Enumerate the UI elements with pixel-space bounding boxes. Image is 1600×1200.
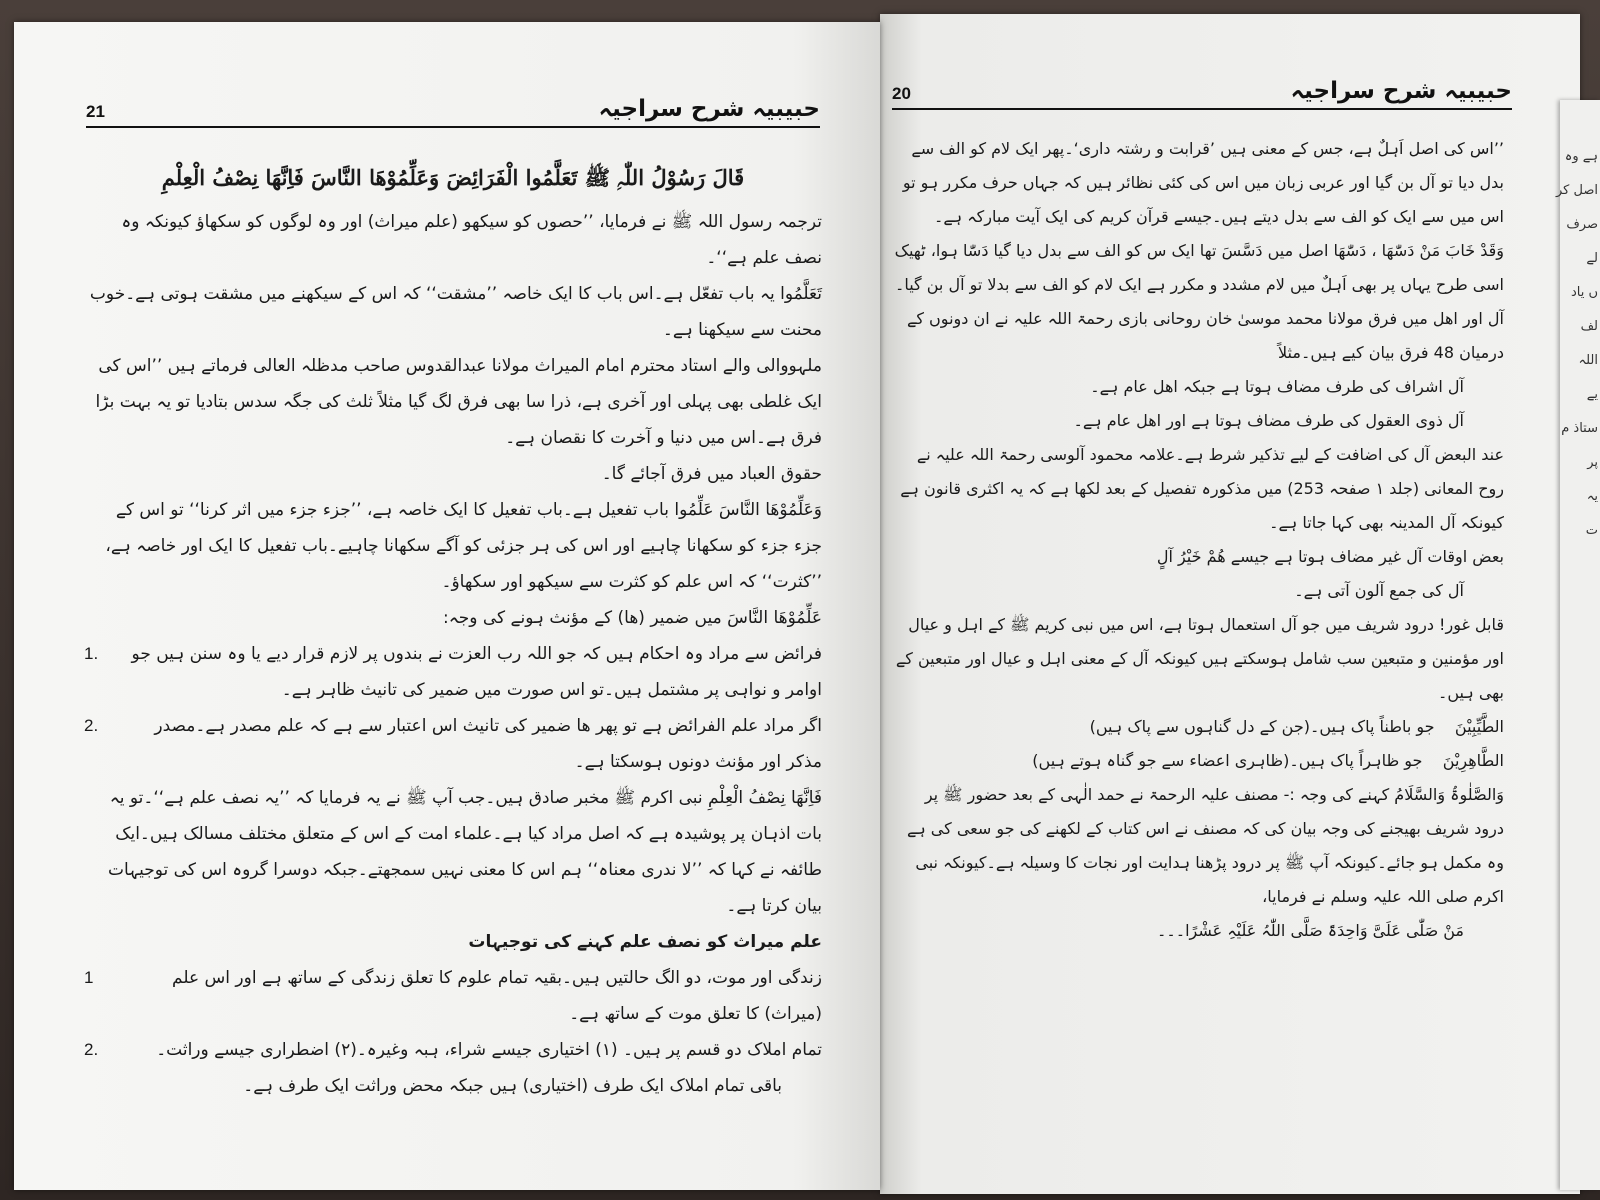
paragraph: بعض اوقات آل غیر مضاف ہوتا ہے جیسے ھُمْ خَیْرُ آلٍ — [1156, 547, 1504, 566]
section-subheading: علم میراث کو نصف علم کہنے کی توجیہات — [468, 932, 822, 952]
paragraph: باقی تمام املاک ایک طرف (اختیاری) ہیں جبکہ محض وراثت ایک طرف ہے۔ — [243, 1076, 782, 1096]
edge-line: یہ — [1586, 489, 1598, 504]
page-header — [86, 96, 820, 128]
hadith-heading: قَالَ رَسُوْلُ اللّٰہِ ﷺ تَعَلَّمُوا الْفَرَائِضَ وَعَلِّمُوْھَا النَّاسَ فَاِنَّھَا نِصْفُ الْعِلْمِ — [161, 165, 745, 190]
edge-line: ستاذ م — [1561, 421, 1598, 436]
numbered-item — [84, 1032, 822, 1068]
paragraph: وَقَدْ خَابَ مَنْ دَسّٰھَا ، دَسّٰھَا اصل میں دَسَّسَ تھا ایک س کو الف سے بدل دیا گیا دَسّٰا ہوا، ٹھیک اسی طرح یہاں پر بھی اَہلٌ میں لام مشدد و مکرر ہے ایک لام کو الف سے بدلا تو آل بن گیا۔ — [894, 241, 1504, 294]
paragraph: وَالصَّلٰوۃُ وَالسَّلَامُ کہنے کی وجہ :- مصنف علیہ الرحمۃ نے حمد الٰہی کے بعد حضور ﷺ پر درود شریف بھیجنے کی وجہ بیان کی کہ مصنف نے اس کتاب کے لکھنے کی جو سعی کی ہے وہ مکمل ہو جائے۔کیونکہ آپ ﷺ پر درود پڑھنا ہدایت اور نجات کا وسیلہ ہے۔کیونکہ نبی اکرم صلی اللہ علیہ وسلم نے فرمایا، — [906, 785, 1504, 906]
edge-line: ت — [1585, 523, 1598, 538]
translation: ترجمہ رسول اللہ ﷺ نے فرمایا، ’’حصوں کو سیکھو (علم میراث) اور وہ لوگوں کو سکھاؤ کیونکہ وہ نصف علم ہے‘‘۔ — [121, 212, 822, 268]
definition-row — [892, 744, 1504, 778]
edge-line: صرف — [1566, 217, 1598, 232]
page-21 — [14, 22, 880, 1190]
edge-line: ہے وہ — [1564, 149, 1598, 164]
running-title: حبیبیہ شرح سراجیہ — [598, 96, 820, 122]
edge-text — [1556, 140, 1598, 548]
paragraph: ’’اس کی اصل اَہلٌ ہے، جس کے معنی ہیں ’قرابت و رشتہ داری‘۔پھر ایک لام کو الف سے بدل دیا تو آل بن گیا اور عربی زبان میں اس کی کئی نظائر ہیں کہ جہاں حرف مکرر ہو تو اس میں سے ایک کو الف سے بدل دیتے ہیں۔جیسے قرآن کریم کی ایک آیت مبارکہ ہے۔ — [902, 139, 1504, 226]
page-header — [892, 78, 1512, 110]
paragraph: آل اور اھل میں فرق مولانا محمد موسیٰ خان روحانی بازی رحمۃ اللہ علیہ نے ان دونوں کے درمیان 48 فرق بیان کیے ہیں۔مثلاً — [906, 309, 1504, 362]
term-label: الطَّیِّبِیْنَ — [1454, 717, 1504, 736]
item-number: 2. — [84, 716, 99, 735]
edge-line: اصل کر — [1556, 183, 1598, 198]
item-text: اگر مراد علم الفرائض ہے تو پھر ھا ضمیر کی تانیث اس اعتبار سے ہے کہ علم مصدر ہے۔مصدر مذکر اور مؤنث دونوں ہوسکتا ہے۔ — [154, 716, 822, 772]
numbered-item — [84, 636, 822, 708]
page-20 — [880, 14, 1580, 1194]
numbered-item — [84, 960, 822, 1032]
edge-line: اللہ — [1578, 353, 1598, 368]
paragraph: حقوق العباد میں فرق آجائے گا۔ — [601, 464, 822, 484]
paragraph: آل کی جمع آلون آتی ہے۔ — [1294, 581, 1464, 600]
section-subheading: عَلِّمُوْھَا النَّاسَ میں ضمیر (ھا) کے مؤنث ہونے کی وجہ: — [443, 608, 822, 628]
item-text: تمام املاک دو قسم پر ہیں۔ (۱) اختیاری جیسے شراء، ہبہ وغیرہ۔(۲) اضطراری جیسے وراثت۔ — [156, 1040, 822, 1060]
page-number: 20 — [892, 84, 911, 103]
page-body — [84, 152, 822, 1104]
edge-line: ں یاد — [1570, 285, 1598, 300]
item-number: 1 — [84, 968, 94, 987]
edge-line: پر — [1587, 455, 1598, 470]
running-title: حبیبیہ شرح سراجیہ — [1290, 78, 1512, 104]
term-definition: جو ظاہراً پاک ہیں۔(ظاہری اعضاء سے جو گناہ ہوتے ہیں) — [1032, 751, 1423, 770]
list-item: آل ذوی العقول کی طرف مضاف ہوتا ہے اور اھل عام ہے۔ — [1073, 411, 1464, 430]
edge-line: یے — [1586, 387, 1598, 402]
edge-line: لے — [1586, 251, 1598, 266]
term-definition: جو باطناً پاک ہیں۔(جن کے دل گناہوں سے پاک ہیں) — [1089, 717, 1435, 736]
paragraph: وَعَلِّمُوْھَا النَّاسَ عَلِّمُوا باب تفعیل ہے۔باب تفعیل کا ایک خاصہ ہے، ’’جزء جزء میں اثر کرنا‘‘ تو اس کے جزء جزء کو سکھانا چاہیے اور اس کی ہر جزئی کو آگے سکھانا چاہیے۔باب تفعیل کا ایک اور خاصہ ہے، ’’کثرت‘‘ کہ اس علم کو کثرت سے سیکھو اور سکھاؤ۔ — [105, 500, 822, 592]
numbered-item — [84, 708, 822, 780]
paragraph: قابل غور! درود شریف میں جو آل استعمال ہوتا ہے، اس میں نبی کریم ﷺ کے اہل و عیال اور مؤمنین و متبعین سب شامل ہوسکتے ہیں کیونکہ آل کے معنی اہل و عیال اور متبعین کے بھی ہیں۔ — [895, 615, 1504, 702]
item-text: زندگی اور موت، دو الگ حالتیں ہیں۔بقیہ تمام علوم کا تعلق زندگی کے ساتھ ہے اور اس علم (میراث) کا تعلق موت کے ساتھ ہے۔ — [172, 968, 822, 1024]
term-label: الطَّاھِرِیْنَ — [1442, 751, 1504, 770]
hadith-quote: مَنْ صَلّٰی عَلَیَّ وَاحِدَۃً صَلَّی اللّٰہُ عَلَیْہِ عَشْرًا۔۔۔ — [1156, 921, 1464, 940]
next-page-edge — [1556, 100, 1600, 1190]
list-item: آل اشراف کی طرف مضاف ہوتا ہے جبکہ اھل عام ہے۔ — [1090, 377, 1464, 396]
paragraph: ملہووالی والے استاد محترم امام المیراث مولانا عبدالقدوس صاحب مدظلہ العالی فرماتے ہیں ’’اس کی ایک غلطی بھی پہلی اور آخری ہے، ذرا سا بھی فرق لگ گیا مثلاً ثلث کی جگہ سدس بتادیا تو یہ بہت بڑا فرق ہے۔اس میں دنیا و آخرت کا نقصان ہے۔ — [95, 356, 822, 448]
paragraph: تَعَلَّمُوا یہ باب تفعّل ہے۔اس باب کا ایک خاصہ ’’مشقت‘‘ کہ اس کے سیکھنے میں مشقت ہوتی ہے۔خوب محنت سے سیکھنا ہے۔ — [89, 284, 822, 340]
paragraph: عند البعض آل کی اضافت کے لیے تذکیر شرط ہے۔علامہ محمود آلوسی رحمۃ اللہ علیہ نے روح المعانی (جلد ۱ صفحہ 253) میں مذکورہ تفصیل کے بعد لکھا ہے کہ یہ اکثری قانون ہے کیونکہ آل المدینہ بھی کہا جاتا ہے۔ — [900, 445, 1504, 532]
definition-row — [892, 710, 1504, 744]
paragraph: فَاِنَّھَا نِصْفُ الْعِلْمِ نبی اکرم ﷺ مخبر صادق ہیں۔جب آپ ﷺ نے یہ فرمایا کہ ’’یہ نصف علم ہے‘‘۔تو یہ بات اذہان پر پوشیدہ ہے کہ اصل مراد کیا ہے۔علماء امت کے اس کے متعلق مختلف مسالک ہیں۔ایک طائفہ نے کہا کہ ’’لا ندری معناہ‘‘ ہم اس کا معنی نہیں سمجھتے۔جبکہ دوسرا گروہ اس کی توجیہات بیان کرتا ہے۔ — [107, 788, 822, 916]
edge-line: لف — [1580, 319, 1598, 334]
item-number: 1. — [84, 644, 99, 663]
page-number: 21 — [86, 102, 105, 121]
page-body — [892, 132, 1504, 948]
item-number: 2. — [84, 1040, 99, 1059]
item-text: فرائض سے مراد وہ احکام ہیں کہ جو اللہ رب العزت نے بندوں پر لازم قرار دیے یا وہ سنن ہیں جو اوامر و نواہی پر مشتمل ہیں۔تو اس صورت میں ضمیر کی تانیث ظاہر ہے۔ — [131, 644, 822, 700]
